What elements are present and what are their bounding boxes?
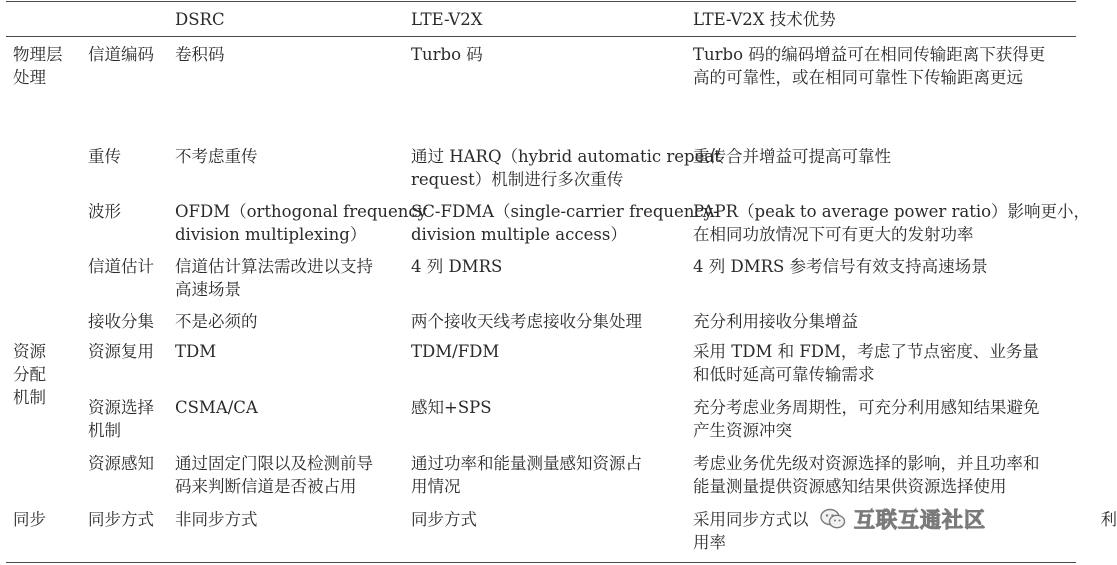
cell-line: TDM xyxy=(175,342,217,361)
header-dsrc: DSRC xyxy=(175,10,225,29)
group-physical-layer xyxy=(13,43,73,89)
cell-line: 充分利用接收分集增益 xyxy=(693,312,858,331)
row-receive-diversity-feature xyxy=(88,310,168,333)
row-sync-mode-feature xyxy=(88,508,168,531)
cell-line: 采用 TDM 和 FDM，考虑了节点密度、业务量 xyxy=(693,342,1039,361)
row-channel-coding-advantage xyxy=(693,43,1073,89)
cell-line: CSMA/CA xyxy=(175,398,258,417)
row-channel-coding-feature xyxy=(88,43,168,66)
row-channel-coding-ltev2x xyxy=(411,43,686,66)
cell-line: 信道估计 xyxy=(88,257,154,276)
row-channel-estimation-dsrc xyxy=(175,255,410,301)
cell-line: 能量测量提供资源感知结果供资源选择使用 xyxy=(693,477,1007,496)
row-receive-diversity-advantage xyxy=(693,310,1073,333)
cell-line: 高速场景 xyxy=(175,280,241,299)
cell-line: 资源复用 xyxy=(88,342,154,361)
cell-line: 用率 xyxy=(693,533,726,552)
cell-line: 同步方式 xyxy=(88,510,154,529)
group-label-line: 同步 xyxy=(13,510,46,529)
cell-line: 通过 HARQ（hybrid automatic repeat xyxy=(411,147,721,166)
row-sync-mode-dsrc xyxy=(175,508,410,531)
group-sync xyxy=(13,508,73,531)
cell-line: 信道估计算法需改进以支持 xyxy=(175,257,373,276)
row-resource-sensing-advantage xyxy=(693,452,1073,498)
cell-line: division multiple access） xyxy=(411,225,627,244)
cell-line: 感知+SPS xyxy=(411,398,492,417)
wechat-icon xyxy=(820,508,846,530)
cell-line: 考虑业务优先级对资源选择的影响，并且功率和 xyxy=(693,454,1040,473)
watermark xyxy=(820,505,986,533)
row-resource-multiplexing-feature xyxy=(88,340,168,363)
row-channel-estimation-ltev2x xyxy=(411,255,686,278)
table-bottom-rule xyxy=(6,562,1076,563)
table-header-rule xyxy=(6,36,1076,37)
row-resource-selection-feature xyxy=(88,396,168,442)
row-resource-multiplexing-ltev2x xyxy=(411,340,686,363)
cell-line: 两个接收天线考虑接收分集处理 xyxy=(411,312,642,331)
cell-line: Turbo 码的编码增益可在相同传输距离下获得更 xyxy=(693,45,1046,64)
cell-line: 不是必须的 xyxy=(175,312,258,331)
group-label-line: 分配 xyxy=(13,365,46,384)
cell-line: 通过功率和能量测量感知资源占 xyxy=(411,454,642,473)
group-label-line: 物理层 xyxy=(13,45,63,64)
cell-line: request）机制进行多次重传 xyxy=(411,170,624,189)
cell-line: 资源选择 xyxy=(88,398,154,417)
row-channel-estimation-feature xyxy=(88,255,168,278)
header-advantage: LTE-V2X 技术优势 xyxy=(693,10,836,29)
cell-line: 卷积码 xyxy=(175,45,225,64)
row-resource-selection-advantage xyxy=(693,396,1073,442)
row-resource-sensing-dsrc xyxy=(175,452,410,498)
row-retransmission-advantage xyxy=(693,145,1073,168)
row-resource-sensing-ltev2x xyxy=(411,452,686,498)
cell-fragment: 利 xyxy=(1100,510,1117,529)
cell-line: 非同步方式 xyxy=(175,510,258,529)
cell-line: 重传 xyxy=(88,147,121,166)
cell-line: 重传合并增益可提高可靠性 xyxy=(693,147,891,166)
cell-line: Turbo 码 xyxy=(411,45,483,64)
cell-line: 波形 xyxy=(88,202,121,221)
row-waveform-ltev2x xyxy=(411,200,719,246)
cell-line: division multiplexing） xyxy=(175,225,367,244)
cell-line: 和低时延高可靠传输需求 xyxy=(693,365,875,384)
row-receive-diversity-dsrc xyxy=(175,310,410,333)
row-retransmission-dsrc xyxy=(175,145,410,168)
cell-line: OFDM（orthogonal frequency xyxy=(175,202,427,221)
cell-line: 4 列 DMRS xyxy=(411,257,503,276)
cell-line: PAPR（peak to average power ratio）影响更小， xyxy=(693,202,1091,221)
watermark-text: 互联互通社区 xyxy=(854,508,986,532)
cell-line: 机制 xyxy=(88,421,121,440)
cell-line: 充分考虑业务周期性，可充分利用感知结果避免 xyxy=(693,398,1040,417)
row-sync-mode-ltev2x xyxy=(411,508,686,531)
cell-line: 用情况 xyxy=(411,477,461,496)
row-waveform-advantage xyxy=(693,200,1091,246)
row-retransmission-ltev2x xyxy=(411,145,721,191)
row-resource-sensing-feature xyxy=(88,452,168,475)
cell-line: 同步方式 xyxy=(411,510,477,529)
cell-line: 资源感知 xyxy=(88,454,154,473)
row-waveform-dsrc xyxy=(175,200,427,246)
row-channel-estimation-advantage xyxy=(693,255,1073,278)
row-resource-selection-dsrc xyxy=(175,396,410,419)
cell-line: 信道编码 xyxy=(88,45,154,64)
row-receive-diversity-ltev2x xyxy=(411,310,686,333)
cell-line: TDM/FDM xyxy=(411,342,500,361)
group-label-line: 处理 xyxy=(13,68,46,87)
table-top-rule xyxy=(6,1,1076,2)
cell-line: SC-FDMA（single-carrier frequency- xyxy=(411,202,719,221)
cell-line: 在相同功放情况下可有更大的发射功率 xyxy=(693,225,974,244)
cell-line: 不考虑重传 xyxy=(175,147,258,166)
group-label-line: 资源 xyxy=(13,342,46,361)
cell-line: 通过固定门限以及检测前导 xyxy=(175,454,373,473)
row-retransmission-feature xyxy=(88,145,168,168)
cell-line: 产生资源冲突 xyxy=(693,421,792,440)
cell-line: 码来判断信道是否被占用 xyxy=(175,477,357,496)
cell-line: 高的可靠性，或在相同可靠性下传输距离更远 xyxy=(693,68,1023,87)
row-channel-coding-dsrc xyxy=(175,43,410,66)
group-label-line: 机制 xyxy=(13,388,46,407)
row-resource-selection-ltev2x xyxy=(411,396,686,419)
group-resource-allocation xyxy=(13,340,73,409)
cell-line: 接收分集 xyxy=(88,312,154,331)
header-ltev2x: LTE-V2X xyxy=(411,10,483,29)
row-resource-multiplexing-advantage xyxy=(693,340,1073,386)
row-waveform-feature xyxy=(88,200,168,223)
row-resource-multiplexing-dsrc xyxy=(175,340,410,363)
cell-line: 4 列 DMRS 参考信号有效支持高速场景 xyxy=(693,257,988,276)
cell-fragment: 采用同步方式以 xyxy=(693,510,809,529)
